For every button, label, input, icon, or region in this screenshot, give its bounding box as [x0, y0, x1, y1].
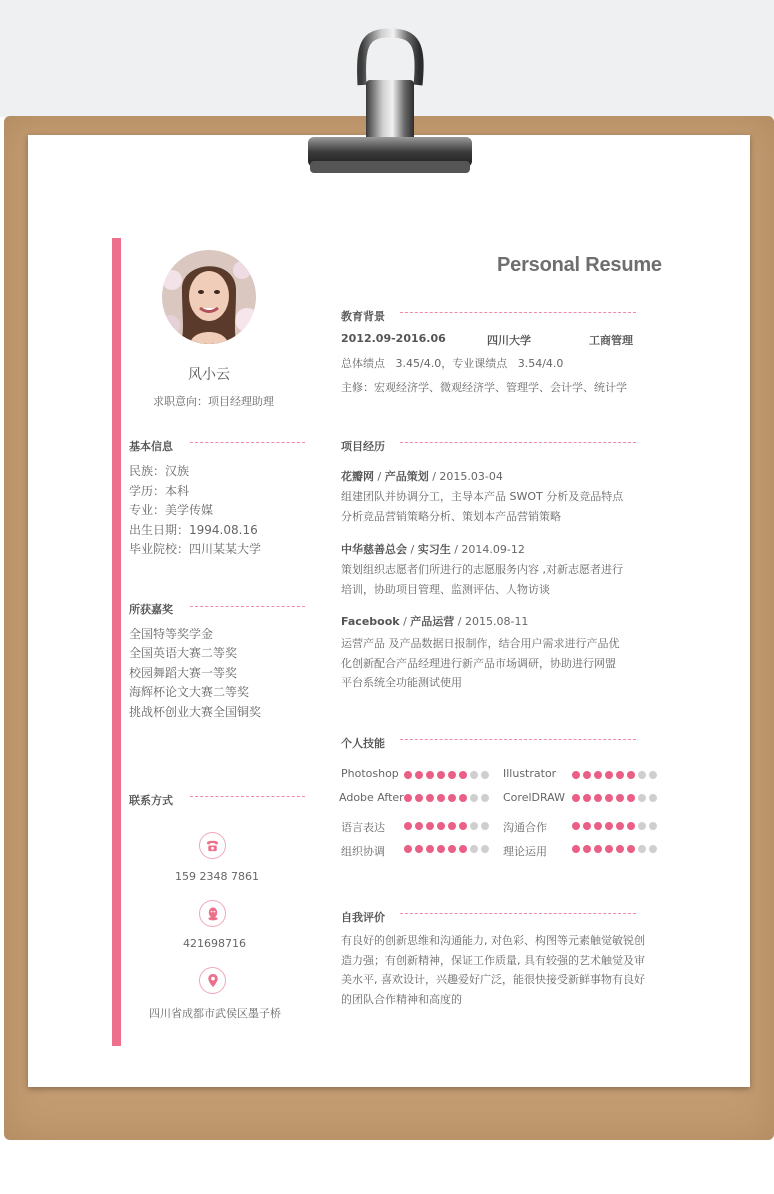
- rating-dot-filled: [415, 822, 423, 830]
- rating-dot-filled: [572, 794, 580, 802]
- courses: 主修：宏观经济学、微观经济学、管理学、会计学、统计学: [341, 381, 627, 394]
- rating-dot-filled: [594, 822, 602, 830]
- rating-dot-filled: [437, 771, 445, 779]
- rating-dot-empty: [470, 794, 478, 802]
- skill-rating: [404, 794, 489, 802]
- rating-dot-empty: [638, 771, 646, 779]
- eval-line: 造力强；有创新精神，保证工作质量, 具有较强的艺术触觉及审: [341, 953, 645, 967]
- rating-dot-empty: [470, 845, 478, 853]
- rating-dot-filled: [572, 845, 580, 853]
- self-eval-heading: 自我评价: [341, 911, 385, 924]
- award-item: 挑战杯创业大赛全国铜奖: [129, 705, 262, 719]
- desc-line: 策划组织志愿者们所进行的志愿服务内容 ,对新志愿者进行: [341, 563, 623, 576]
- divider: [190, 442, 305, 443]
- rating-dot-empty: [481, 845, 489, 853]
- rating-dot-filled: [627, 845, 635, 853]
- awards-heading: 所获嘉奖: [129, 603, 173, 616]
- project-org: 花瓣网: [341, 470, 374, 483]
- rating-dot-empty: [649, 845, 657, 853]
- rating-dot-filled: [448, 794, 456, 802]
- divider: [190, 796, 305, 797]
- rating-dot-filled: [616, 845, 624, 853]
- skill-name: CorelDRAW: [503, 791, 565, 804]
- skill-name: Photoshop: [341, 767, 399, 780]
- project-sep: /: [407, 543, 418, 556]
- project-date: / 2014.09-12: [450, 543, 525, 556]
- rating-dot-filled: [572, 771, 580, 779]
- skill-rating: [572, 771, 657, 779]
- project-title: [341, 541, 525, 557]
- desc-line: 化创新配合产品经理进行新产品市场调研，协助进行网盟: [341, 656, 616, 670]
- award-item: 校园舞蹈大赛一等奖: [129, 666, 238, 680]
- rating-dot-filled: [404, 794, 412, 802]
- rating-dot-filled: [583, 822, 591, 830]
- qq-icon: [199, 900, 226, 927]
- qq-number: 421698716: [183, 937, 246, 950]
- gpa-label: 总体绩点: [341, 357, 385, 370]
- major-gpa-value: 3.54/4.0: [517, 357, 564, 370]
- rating-dot-empty: [470, 771, 478, 779]
- divider: [400, 442, 636, 443]
- rating-dot-filled: [448, 845, 456, 853]
- rating-dot-filled: [426, 794, 434, 802]
- rating-dot-filled: [459, 771, 467, 779]
- rating-dot-empty: [481, 822, 489, 830]
- skill-rating: [572, 822, 657, 830]
- rating-dot-filled: [572, 822, 580, 830]
- eval-line: 美水平, 喜欢设计，兴趣爱好广泛，能很快接受新鲜事物有良好: [341, 973, 645, 986]
- rating-dot-filled: [426, 845, 434, 853]
- rating-dot-filled: [448, 771, 456, 779]
- skill-name: 组织协调: [341, 845, 385, 858]
- basic-info-item: 出生日期：1994.08.16: [129, 523, 258, 537]
- divider: [400, 312, 636, 313]
- eval-line: 的团队合作精神和高度的: [341, 992, 462, 1006]
- rating-dot-filled: [404, 822, 412, 830]
- rating-dot-empty: [649, 794, 657, 802]
- rating-dot-filled: [594, 771, 602, 779]
- accent-sidebar-bar: [112, 238, 121, 1046]
- skill-rating: [404, 845, 489, 853]
- rating-dot-empty: [481, 794, 489, 802]
- project-role: 产品策划: [384, 470, 429, 483]
- contact-heading: 联系方式: [129, 794, 173, 807]
- skill-name: 理论运用: [503, 845, 547, 858]
- rating-dot-filled: [605, 845, 613, 853]
- rating-dot-filled: [437, 822, 445, 830]
- project-title: [341, 468, 503, 484]
- project-date: / 2015.08-11: [454, 615, 529, 628]
- gpa-value: 3.45/4.0: [395, 357, 442, 370]
- project-org: Facebook: [341, 615, 400, 628]
- rating-dot-filled: [459, 794, 467, 802]
- rating-dot-empty: [649, 771, 657, 779]
- rating-dot-empty: [470, 822, 478, 830]
- rating-dot-filled: [616, 822, 624, 830]
- desc-line: 组建团队并协调分工，主导本产品 SWOT 分析及竞品特点: [341, 490, 624, 503]
- skill-rating: [404, 822, 489, 830]
- rating-dot-empty: [638, 794, 646, 802]
- project-org: 中华慈善总会: [341, 543, 407, 556]
- skill-rating: [572, 794, 657, 802]
- award-item: 海辉杯论文大赛二等奖: [129, 685, 250, 699]
- rating-dot-filled: [605, 794, 613, 802]
- project-sep: /: [374, 470, 385, 483]
- rating-dot-filled: [415, 794, 423, 802]
- project-sep: /: [399, 615, 411, 628]
- rating-dot-filled: [437, 794, 445, 802]
- divider: [400, 739, 636, 740]
- rating-dot-filled: [404, 845, 412, 853]
- job-objective: 求职意向：项目经理助理: [153, 395, 274, 408]
- rating-dot-empty: [481, 771, 489, 779]
- major-gpa-label: ，专业课绩点: [441, 357, 508, 370]
- rating-dot-filled: [616, 771, 624, 779]
- basic-info-item: 民族：汉族: [129, 464, 190, 478]
- rating-dot-filled: [627, 771, 635, 779]
- rating-dot-filled: [627, 822, 635, 830]
- self-eval-text: [341, 931, 645, 1009]
- education-heading: 教育背景: [341, 310, 385, 323]
- rating-dot-filled: [404, 771, 412, 779]
- basic-info-item: 毕业院校：四川某某大学: [129, 542, 262, 556]
- project-date: / 2015.03-04: [428, 470, 503, 483]
- rating-dot-empty: [649, 822, 657, 830]
- desc-line: 分析竞品营销策略分析、策划本产品营销策略: [341, 509, 561, 523]
- profile-name: 风小云: [188, 367, 230, 383]
- rating-dot-filled: [627, 794, 635, 802]
- divider: [400, 913, 636, 914]
- divider: [190, 606, 305, 607]
- skill-name: 语言表达: [341, 821, 385, 834]
- address: 四川省成都市武侯区墨子桥: [149, 1007, 281, 1020]
- rating-dot-filled: [594, 794, 602, 802]
- eval-line: 有良好的创新思维和沟通能力, 对色彩、构图等元素触觉敏锐创: [341, 934, 645, 947]
- skill-rating: [404, 771, 489, 779]
- rating-dot-filled: [437, 845, 445, 853]
- rating-dot-filled: [583, 794, 591, 802]
- education-period: 2012.09-2016.06: [341, 332, 446, 345]
- project-desc: [341, 560, 623, 599]
- award-item: 全国特等奖学金: [129, 627, 214, 641]
- page-title: Personal Resume: [497, 254, 662, 276]
- rating-dot-filled: [415, 845, 423, 853]
- basic-info-heading: 基本信息: [129, 440, 173, 453]
- rating-dot-filled: [426, 771, 434, 779]
- rating-dot-filled: [459, 845, 467, 853]
- rating-dot-filled: [605, 822, 613, 830]
- rating-dot-empty: [638, 822, 646, 830]
- desc-line: 平台系统全功能测试使用: [341, 676, 462, 689]
- desc-line: 运营产品 及产品数据日报制作，结合用户需求进行产品优: [341, 637, 620, 650]
- rating-dot-filled: [594, 845, 602, 853]
- desc-line: 培训，协助项目管理、监测评估、人物访谈: [341, 582, 550, 596]
- rating-dot-filled: [616, 794, 624, 802]
- profile-photo: [162, 250, 256, 344]
- project-role: 产品运营: [410, 615, 455, 628]
- education-school: 四川大学: [487, 334, 531, 347]
- binder-clip-icon: [300, 25, 480, 180]
- skills-heading: 个人技能: [341, 737, 385, 750]
- skill-name: Adobe After: [339, 791, 404, 804]
- skill-rating: [572, 845, 657, 853]
- gpa-line: [341, 355, 563, 371]
- project-desc: [341, 634, 620, 693]
- rating-dot-filled: [415, 771, 423, 779]
- basic-info-item: 专业：美学传媒: [129, 503, 214, 517]
- phone-icon: [199, 832, 226, 859]
- rating-dot-filled: [583, 845, 591, 853]
- education-major: 工商管理: [589, 334, 633, 347]
- project-title: [341, 613, 528, 629]
- award-item: 全国英语大赛二等奖: [129, 646, 238, 660]
- rating-dot-filled: [426, 822, 434, 830]
- rating-dot-filled: [583, 771, 591, 779]
- skill-name: Illustrator: [503, 767, 557, 780]
- project-desc: [341, 487, 623, 526]
- phone-number: 159 2348 7861: [175, 870, 259, 883]
- projects-heading: 项目经历: [341, 440, 385, 453]
- rating-dot-filled: [605, 771, 613, 779]
- project-role: 实习生: [417, 543, 451, 556]
- rating-dot-empty: [638, 845, 646, 853]
- location-icon: [199, 967, 226, 994]
- basic-info-item: 学历：本科: [129, 484, 190, 498]
- rating-dot-filled: [448, 822, 456, 830]
- skill-name: 沟通合作: [503, 821, 547, 834]
- rating-dot-filled: [459, 822, 467, 830]
